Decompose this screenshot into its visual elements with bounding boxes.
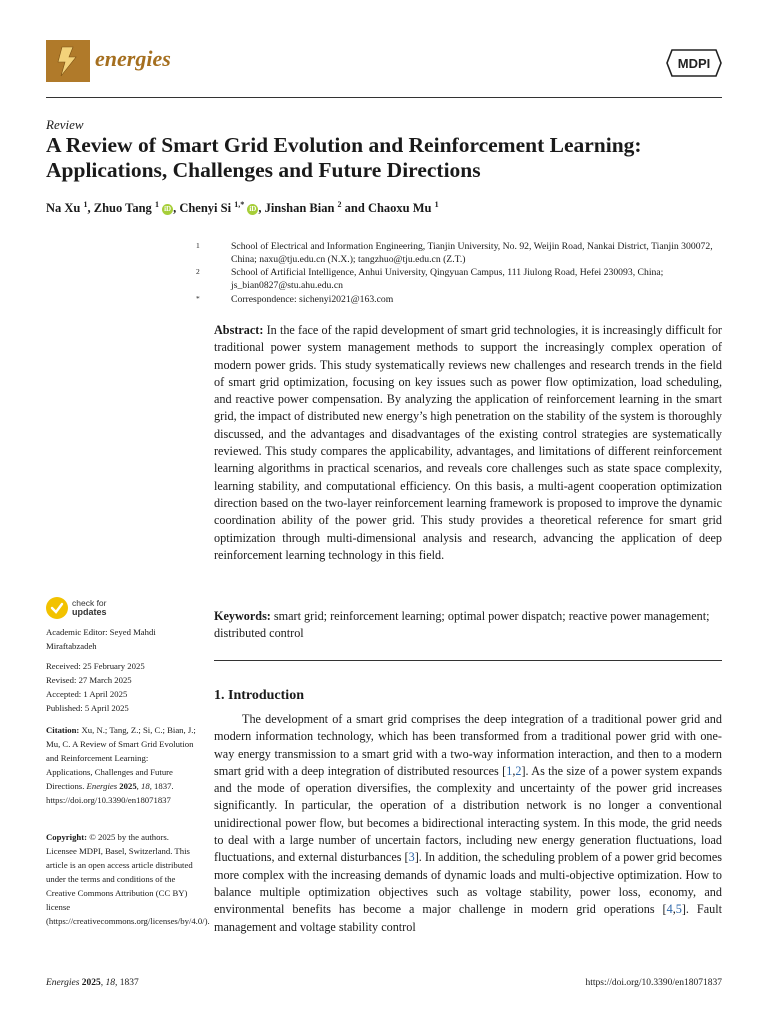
check-updates-icon bbox=[46, 597, 68, 619]
copyright-block bbox=[46, 830, 210, 928]
footer-year: 2025 bbox=[81, 978, 101, 988]
author-list: Na Xu $^1$, Zhuo Tang $^1$ iD , Chenyi Si $^{1,*}$ iD , Jinshan Bian $^2$ and Chaoxu Mu $^1$ bbox=[46, 200, 439, 216]
keywords bbox=[214, 608, 722, 643]
mdpi-logo[interactable] bbox=[666, 49, 722, 77]
affiliation bbox=[196, 240, 724, 267]
correspondence-text: Correspondence: sichenyi2021@163.com bbox=[231, 294, 394, 305]
author-affil-mark: 1 bbox=[83, 200, 88, 209]
affiliation-mark: 2 bbox=[196, 267, 200, 276]
journal-name[interactable]: energies bbox=[95, 46, 171, 71]
author-name[interactable]: Na Xu bbox=[46, 201, 81, 216]
citation-link[interactable]: 1 bbox=[506, 763, 513, 778]
citation-doi[interactable]: , 1837. https://doi.org/10.3390/en18071837 bbox=[46, 781, 174, 805]
footer-volume: 18 bbox=[105, 978, 116, 988]
footer-doi-link[interactable]: https://doi.org/10.3390/en18071837 bbox=[585, 978, 722, 988]
keywords-label: Keywords: bbox=[214, 609, 271, 623]
author-affil-mark: 1,* bbox=[234, 200, 245, 209]
abstract bbox=[214, 322, 722, 564]
correspondence bbox=[196, 293, 724, 306]
citation-volume: 18 bbox=[141, 781, 150, 791]
intro-text: The development of a smart grid comprises the deep integration of a traditional power grid and modern information technology, which has been transformed from a traditional power grid with one-way energy transmission to a smart grid with a two-way information interaction, and then to a modern smart grid with a deep integration of distributed resources [ bbox=[214, 712, 722, 778]
citation-year: 2025 bbox=[119, 781, 137, 791]
section-heading: 1. Introduction bbox=[214, 688, 304, 703]
footer-page: 1837 bbox=[119, 978, 139, 988]
check-updates-line1: check for bbox=[72, 598, 107, 608]
check-updates-line2: updates bbox=[72, 607, 107, 617]
author-affil-mark: 1 bbox=[434, 200, 439, 209]
received-date: Received: 25 February 2025 bbox=[46, 661, 145, 671]
author-affil-mark: 1 bbox=[154, 200, 159, 209]
intro-text: ]. In addition, the scheduling problem of a power grid becomes more complex with the increasing demands of dynamic loads and multi-objective optimization. How to balance multiple optimization objectives such as voltage stability, power loss, economy, and environmental benefits has become a major challenge in modern grid operations [ bbox=[214, 850, 723, 917]
author-name[interactable]: Chenyi Si bbox=[179, 201, 232, 216]
affiliation bbox=[196, 266, 724, 293]
copyright-label: Copyright: bbox=[46, 832, 88, 842]
footer-citation: Energies 2025, 18, 1837 bbox=[46, 978, 139, 988]
citation-link[interactable]: 5 bbox=[675, 902, 682, 917]
academic-editor: Academic Editor: Seyed Mahdi Miraftabzadeh bbox=[46, 627, 156, 651]
intro-text: ]. As the size of a power system expands and the mode of operation diversifies, the complexity and uncertainty of the power grid increases significantly. In particular, the operation of a distribution network is no longer a conventional unidirectional power flow, but becomes a bidirectional interacting system. In this mode, the grid needs to deal with a large number of uncertain factors, including new energy generation fluctuations, load fluctuations, and external disturbances [ bbox=[214, 763, 723, 865]
section-divider bbox=[214, 660, 722, 661]
citation-label: Citation: bbox=[46, 725, 80, 735]
published-date: Published: 5 April 2025 bbox=[46, 703, 129, 713]
accepted-date: Accepted: 1 April 2025 bbox=[46, 689, 128, 699]
abstract-label: Abstract: bbox=[214, 323, 264, 337]
check-for-updates-button[interactable] bbox=[46, 597, 166, 619]
author-name[interactable]: Jinshan Bian bbox=[264, 201, 335, 216]
lightning-bolt-icon bbox=[46, 40, 90, 82]
citation-link[interactable]: 3 bbox=[408, 850, 415, 865]
citation-block: Citation: Xu, N.; Tang, Z.; Si, C.; Bian, J.; Mu, C. A Review of Smart Grid Evolution and Reinforcement Learning: Applications, Challenges and Future Directions. Energies 2025, 18, 1837. https://doi.org/10.3390/en18071837 bbox=[46, 725, 196, 805]
article-type: Review bbox=[46, 117, 84, 132]
copyright-text: © 2025 by the authors. Licensee MDPI, Basel, Switzerland. This article is an open access article distributed under the terms and conditions of the Creative Commons Attribution (CC BY) license (https://creativecommons.org/licenses/by/4.0/). bbox=[46, 832, 210, 926]
citation-link[interactable]: 4 bbox=[666, 902, 673, 917]
intro-paragraph: The development of a smart grid comprises the deep integration of a traditional power grid and modern information technology, which has been transformed from a traditional power grid with one-way energy transmission to a smart grid with a two-way information interaction, and then to a modern smart grid with a deep integration of distributed resources [1,2]. As the size of a power system expands and the mode of operation diversifies, the complexity and uncertainty of the power grid increases significantly. In particular, the operation of a distribution network is no longer a conventional unidirectional power flow, but becomes a bidirectional interacting system. In this mode, the grid needs to deal with a large number of uncertain factors, including new energy generation fluctuations, load fluctuations, and external disturbances [3]. In addition, the scheduling problem of a power grid becomes more complex with the increasing demands of dynamic loads and multi-objective optimization. How to balance multiple optimization objectives such as voltage stability, power loss, economy, and environmental benefits has become a major challenge in modern grid operations [4,5]. Fault management and voltage stability control bbox=[214, 712, 723, 934]
affiliation-mark: * bbox=[196, 294, 200, 303]
affiliation-text: School of Electrical and Information Engineering, Tianjin University, No. 92, Weijin Road, Nankai District, Tianjin 300072, China; naxu@tju.edu.cn (N.X.); tangzhuo@tju.edu.cn (Z.T.) bbox=[231, 241, 713, 266]
publisher-name: MDPI bbox=[677, 56, 711, 71]
author-name[interactable]: Chaoxu Mu bbox=[367, 201, 432, 216]
affiliation-mark: 1 bbox=[196, 241, 200, 250]
intro-text: ]. Fault management and voltage stability control bbox=[214, 902, 722, 934]
affiliation-text: School of Artificial Intelligence, Anhui University, Qingyuan Campus, 111 Jiulong Road, Hefei 230093, China; js_bian0827@stu.ahu.edu.cn bbox=[231, 267, 664, 292]
citation-journal: Energies bbox=[86, 781, 118, 791]
author-name[interactable]: Zhuo Tang bbox=[93, 201, 152, 216]
revised-date: Revised: 27 March 2025 bbox=[46, 675, 132, 685]
keywords-text: smart grid; reinforcement learning; optimal power dispatch; reactive power management; distributed control bbox=[214, 609, 710, 641]
footer-journal: Energies bbox=[46, 978, 80, 988]
abstract-text: In the face of the rapid development of smart grid technologies, it is increasingly difficult for traditional power system management methods to support the increasingly complex operation of modern power grids. This study systematically reviews new challenges and research trends in the field of smart grid optimization, focusing on key issues such as power flow optimization, load scheduling, and reactive power compensation. By analyzing the application of reinforcement learning in the smart grid, the impact of distributed new energy’s high penetration on the stability of the system is thoroughly discussed, and the advantages and disadvantages of the existing control strategies are systematically reviewed. This study compares the applicability, advantages, and limitations of different reinforcement learning algorithms in practical scenarios, and reveals core challenges such as state space complexity, learning stability, and computational efficiency. On this basis, a multi-agent cooperation optimization direction based on the two-layer reinforcement learning framework is proposed to improve the dynamic coordination ability of the power grid. This study provides a theoretical reference for smart grid optimization through multi-dimensional analysis and research, advancing the application of deep reinforcement learning technology in this field. bbox=[214, 323, 722, 562]
header-divider bbox=[46, 97, 722, 98]
author-affil-mark: 2 bbox=[337, 200, 342, 209]
orcid-icon[interactable]: iD bbox=[164, 205, 172, 214]
orcid-icon[interactable]: iD bbox=[249, 205, 257, 214]
journal-logo bbox=[46, 40, 90, 82]
citation-link[interactable]: 2 bbox=[515, 763, 522, 778]
citation-text: Xu, N.; Tang, Z.; Si, C.; Bian, J.; Mu, C. A Review of Smart Grid Evolution and Reinforcement Learning: Applications, Challenges and Future Directions. bbox=[46, 725, 196, 791]
article-title: A Review of Smart Grid Evolution and Reinforcement Learning: Applications, Challenges and Future Directions bbox=[46, 133, 642, 182]
